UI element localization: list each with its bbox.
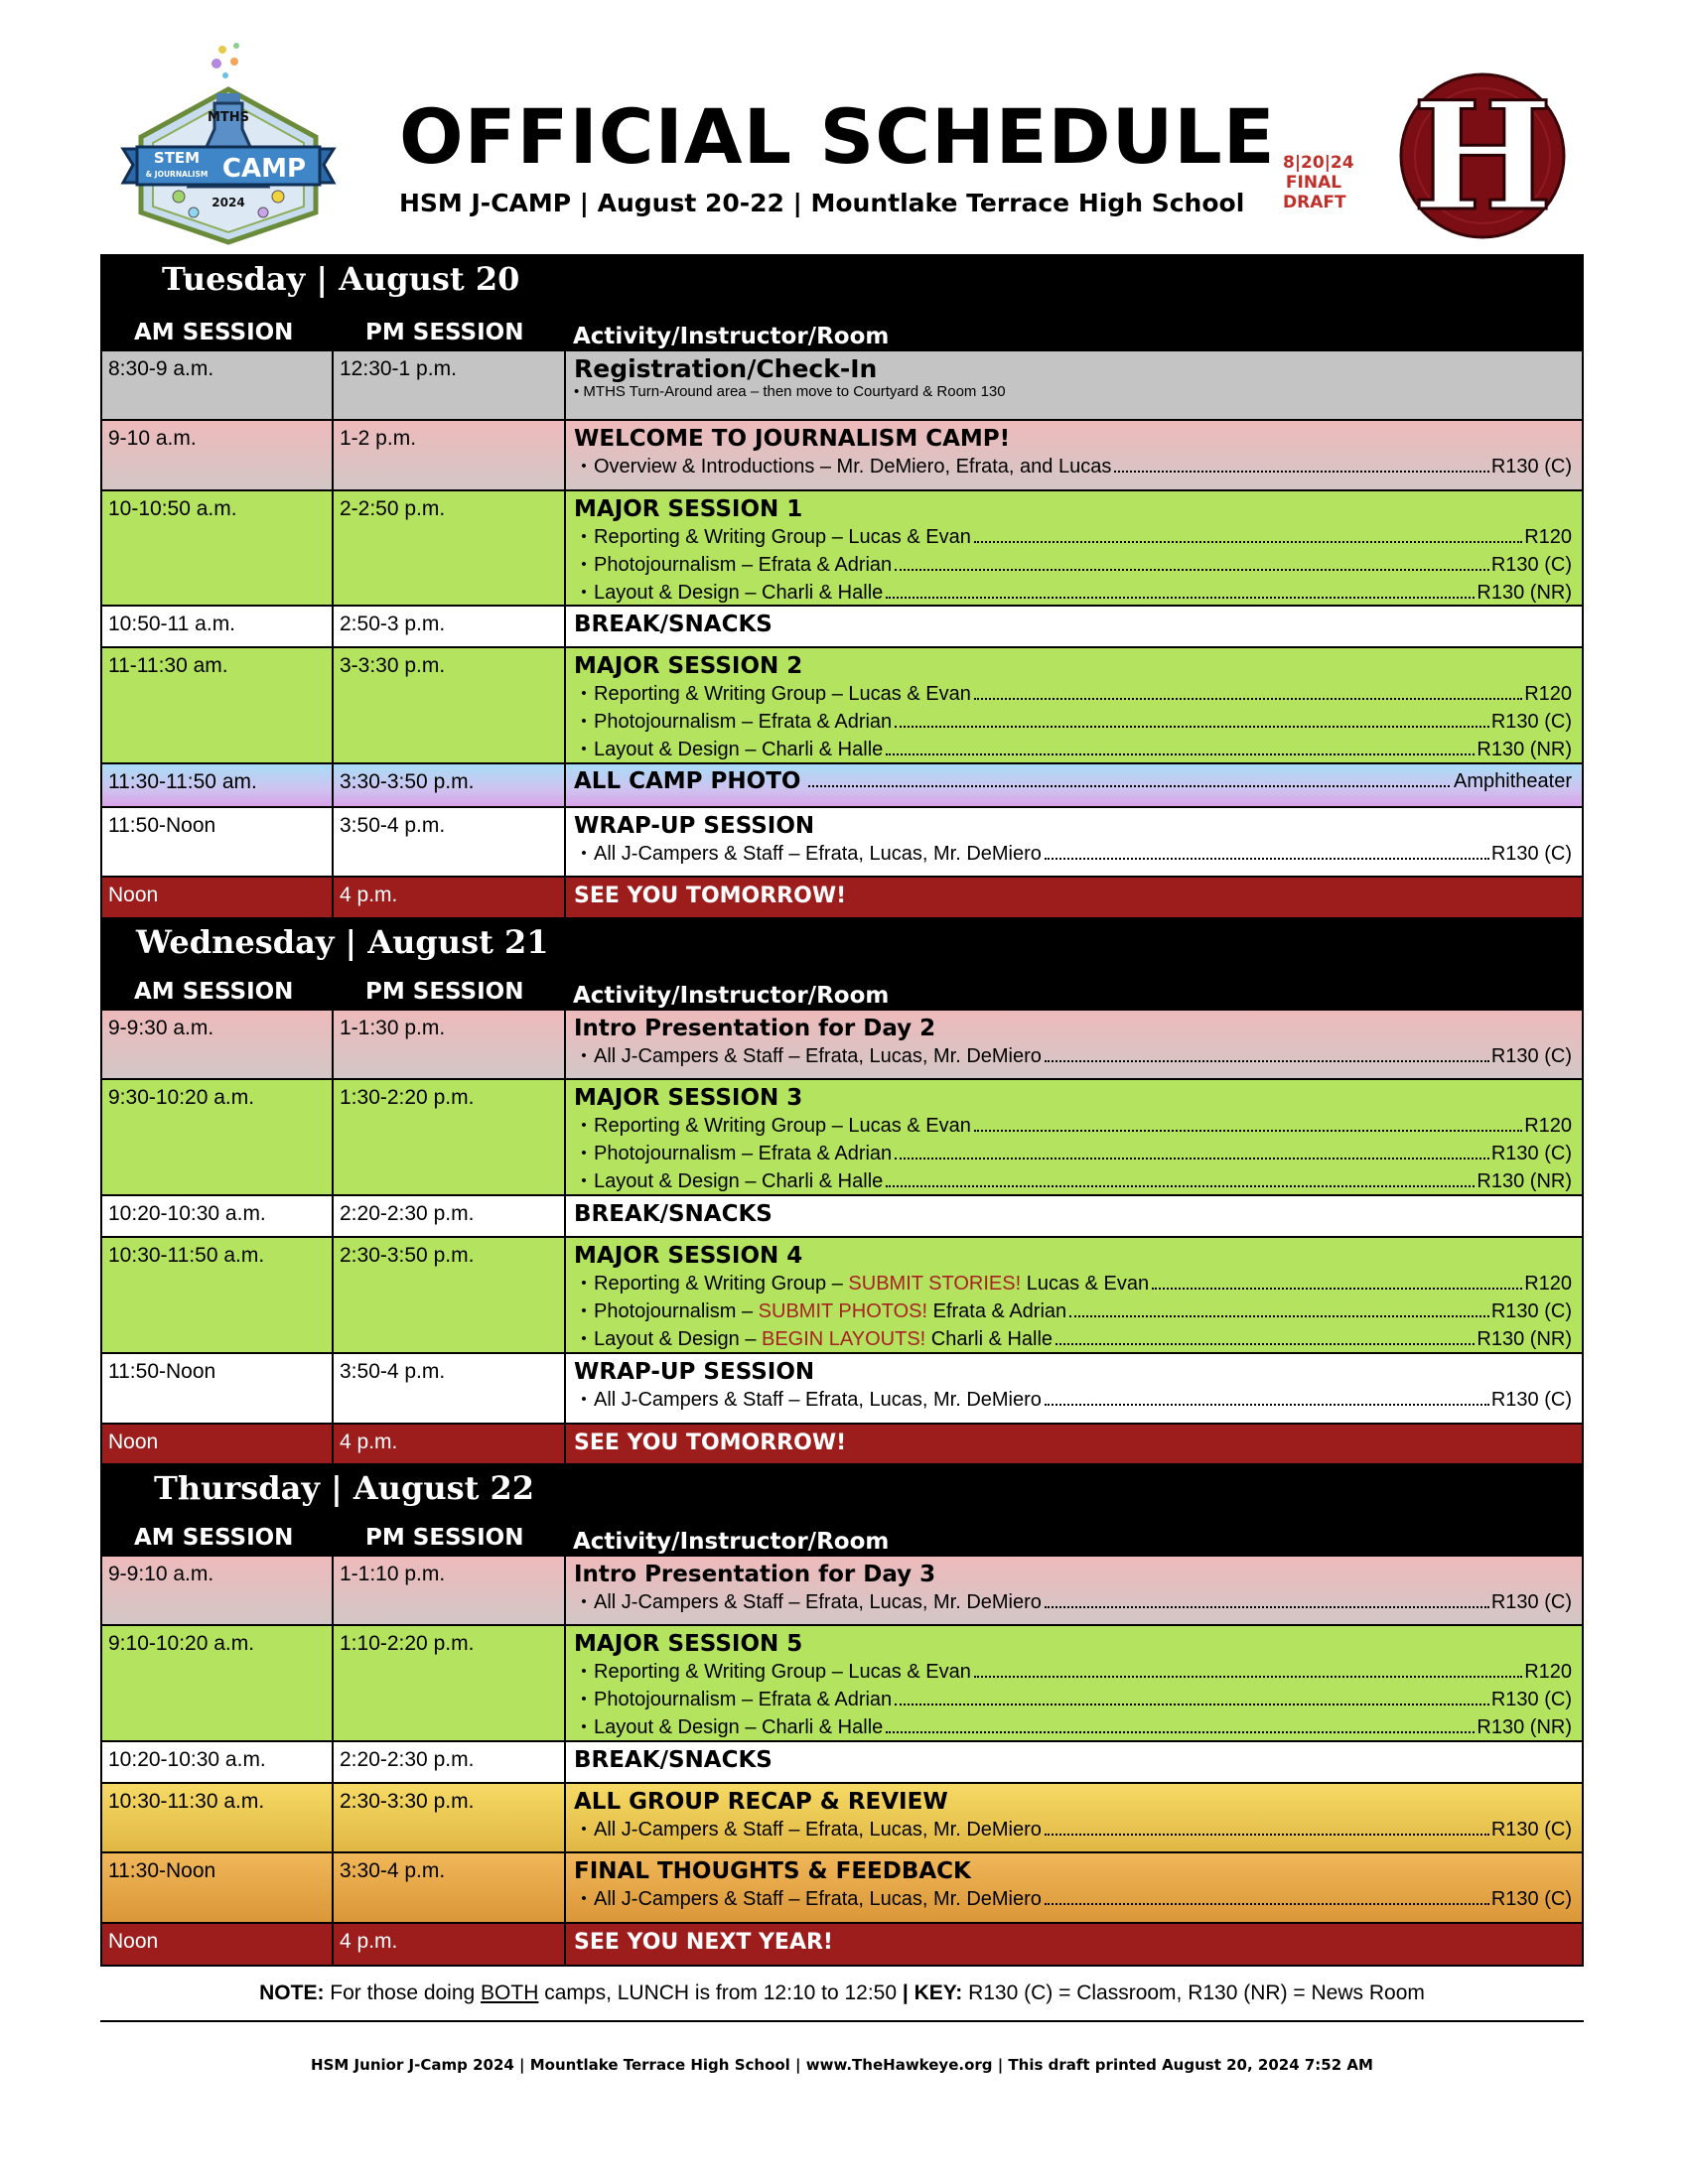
pm-time: 4 p.m. (334, 878, 566, 917)
pm-time: 4 p.m. (334, 1924, 566, 1965)
item-room: R120 (1524, 1661, 1572, 1683)
dot-leader (1045, 1588, 1489, 1608)
activity-item (574, 579, 1572, 607)
item-text: Layout & Design – Charli & Halle (594, 1170, 884, 1192)
bullet-icon: • (581, 458, 587, 475)
schedule-row (102, 806, 1582, 876)
activity-cell (566, 1557, 1582, 1624)
activity-header: Activity/Instructor/Room (573, 983, 890, 1009)
dot-leader (895, 1686, 1489, 1706)
activity-title: MAJOR SESSION 1 (574, 496, 803, 522)
item-text: All J-Campers & Staff – Efrata, Lucas, Mr. DeMiero (594, 843, 1042, 865)
stem-camp-logo (119, 38, 338, 246)
logo-stem-text: STEM (153, 149, 201, 167)
item-highlight: SUBMIT PHOTOS! (758, 1300, 928, 1322)
schedule-row (102, 1009, 1582, 1078)
bullet-icon: • (581, 741, 587, 757)
activity-item (574, 680, 1572, 708)
am-time: 10-10:50 a.m. (102, 491, 334, 605)
item-highlight: SUBMIT STORIES! (848, 1273, 1022, 1295)
schedule-row (102, 1555, 1582, 1624)
schedule-row (102, 1922, 1582, 1965)
key-text: R130 (C) = Classroom, R130 (NR) = News Room (962, 1981, 1425, 2004)
activity-cell (566, 1853, 1582, 1922)
activity-item (574, 1658, 1572, 1686)
bullet-icon: • (581, 1593, 587, 1610)
activity-cell (566, 1924, 1582, 1965)
activity-item (574, 1713, 1572, 1741)
activity-title-line (574, 768, 1572, 794)
activity-title: SEE YOU TOMORROW! (574, 1431, 847, 1455)
activity-cell (566, 421, 1582, 489)
dot-leader (1045, 1042, 1489, 1062)
key-label: KEY: (908, 1981, 963, 2004)
lunch-key-note (100, 1981, 1584, 2005)
item-text: All J-Campers & Staff – Efrata, Lucas, Mr. DeMiero (594, 1819, 1042, 1841)
schedule-row (102, 1352, 1582, 1423)
pm-time: 3:30-4 p.m. (334, 1853, 566, 1922)
item-text: Photojournalism – Efrata & Adrian (594, 1689, 893, 1710)
pm-time: 2:50-3 p.m. (334, 607, 566, 646)
activity-cell (566, 1080, 1582, 1194)
item-room: R120 (1524, 1273, 1572, 1295)
pm-time: 3:50-4 p.m. (334, 1354, 566, 1423)
activity-header: Activity/Instructor/Room (573, 1529, 890, 1555)
bullet-icon: • (581, 1718, 587, 1735)
activity-cell (566, 1196, 1582, 1236)
activity-item (574, 1167, 1572, 1195)
dot-leader (1152, 1270, 1522, 1290)
note-both: BOTH (481, 1981, 539, 2004)
dot-leader (974, 680, 1522, 700)
bullet-icon: • (581, 1302, 587, 1319)
activity-item (574, 1112, 1572, 1140)
dot-leader (808, 785, 1450, 787)
day-header (102, 1463, 1582, 1555)
item-text-pre: Layout & Design – (594, 1328, 762, 1350)
am-time: 9-9:30 a.m. (102, 1011, 334, 1078)
pm-time: 1-1:30 p.m. (334, 1011, 566, 1078)
bullet-icon: • (581, 685, 587, 702)
item-text-pre: Photojournalism – (594, 1300, 759, 1322)
pm-time: 12:30-1 p.m. (334, 351, 566, 419)
item-text: All J-Campers & Staff – Efrata, Lucas, Mr. DeMiero (594, 1591, 1042, 1613)
activity-cell (566, 607, 1582, 646)
activity-cell (566, 1626, 1582, 1740)
footer-text: HSM Junior J-Camp 2024 | Mountlake Terrace High School | www.TheHawkeye.org | This draft printed August 20, 2024 7:52 AM (311, 2056, 1373, 2074)
day-name: Tuesday | August 20 (162, 260, 520, 298)
item-room: R130 (C) (1490, 456, 1572, 478)
dot-leader (886, 1167, 1475, 1187)
bullet-icon: • (581, 713, 587, 730)
activity-cell (566, 351, 1582, 419)
activity-title: WELCOME TO JOURNALISM CAMP! (574, 426, 1011, 452)
item-room: R130 (C) (1490, 1389, 1572, 1411)
item-room: R130 (C) (1490, 1045, 1572, 1067)
am-session-header: AM SESSION (134, 320, 294, 345)
note-separator: | (902, 1981, 909, 2004)
item-room: R130 (C) (1490, 554, 1572, 576)
activity-title: MAJOR SESSION 5 (574, 1631, 803, 1657)
item-text: All J-Campers & Staff – Efrata, Lucas, Mr. DeMiero (594, 1045, 1042, 1067)
schedule-row (102, 1194, 1582, 1236)
activity-cell (566, 648, 1582, 762)
day-name: Wednesday | August 21 (136, 923, 549, 961)
item-room: R130 (NR) (1477, 1716, 1572, 1738)
am-time: 10:20-10:30 a.m. (102, 1742, 334, 1782)
activity-title: WRAP-UP SESSION (574, 1359, 815, 1385)
activity-title: Intro Presentation for Day 2 (574, 1016, 936, 1041)
am-time: 8:30-9 a.m. (102, 351, 334, 419)
schedule-row (102, 1236, 1582, 1352)
am-time: 10:20-10:30 a.m. (102, 1196, 334, 1236)
dot-leader (1069, 1297, 1489, 1317)
am-time: 11:50-Noon (102, 808, 334, 876)
item-room: R130 (C) (1490, 1143, 1572, 1164)
day-name: Thursday | August 22 (154, 1469, 535, 1507)
item-text-post: Charli & Halle (925, 1328, 1054, 1350)
item-room: R120 (1524, 1115, 1572, 1137)
am-session-header: AM SESSION (134, 1525, 294, 1551)
activity-item (574, 453, 1572, 480)
pm-time: 2:20-2:30 p.m. (334, 1196, 566, 1236)
item-text-pre: Reporting & Writing Group – (594, 1273, 849, 1295)
bullet-icon: • (581, 1821, 587, 1838)
logo-mths-text: MTHS (207, 110, 250, 125)
activity-cell (566, 878, 1582, 917)
activity-title: ALL GROUP RECAP & REVIEW (574, 1789, 948, 1815)
item-room: R130 (C) (1490, 843, 1572, 865)
pm-time: 1:10-2:20 p.m. (334, 1626, 566, 1740)
activity-header: Activity/Instructor/Room (573, 324, 890, 349)
dot-leader (974, 1658, 1522, 1678)
schedule-row (102, 1078, 1582, 1194)
dot-leader (895, 1140, 1489, 1160)
dot-leader (1045, 840, 1489, 860)
logo-h-letter: H (1412, 71, 1553, 240)
activity-cell (566, 1742, 1582, 1782)
activity-item (574, 840, 1572, 868)
am-time: 11:30-11:50 am. (102, 764, 334, 806)
activity-cell (566, 1011, 1582, 1078)
am-time: Noon (102, 1924, 334, 1965)
activity-title: Intro Presentation for Day 3 (574, 1562, 936, 1587)
activity-cell (566, 1425, 1582, 1463)
item-text: Photojournalism – Efrata & Adrian (594, 1143, 893, 1164)
pm-time: 2:20-2:30 p.m. (334, 1742, 566, 1782)
activity-title: SEE YOU TOMORROW! (574, 884, 847, 908)
schedule-row (102, 1624, 1582, 1740)
activity-cell (566, 1238, 1582, 1352)
bullet-icon: • (581, 1691, 587, 1707)
activity-cell (566, 491, 1582, 605)
item-text: Layout & Design – Charli & Halle (594, 739, 884, 760)
item-text: Overview & Introductions – Mr. DeMiero, Efrata, and Lucas (594, 456, 1112, 478)
schedule-row (102, 1740, 1582, 1782)
item-text: All J-Campers & Staff – Efrata, Lucas, Mr. DeMiero (594, 1888, 1042, 1910)
dot-leader (974, 523, 1522, 543)
am-time: 11:50-Noon (102, 1354, 334, 1423)
item-room: R130 (NR) (1477, 1170, 1572, 1192)
dot-leader (974, 1112, 1522, 1132)
item-text: Layout & Design – Charli & Halle (594, 1716, 884, 1738)
item-text: Reporting & Writing Group – Lucas & Evan (594, 1661, 971, 1683)
activity-item (574, 736, 1572, 763)
schedule-row (102, 419, 1582, 489)
bullet-icon: • (581, 1890, 587, 1907)
item-room: R130 (NR) (1477, 582, 1572, 604)
schedule-row (102, 876, 1582, 917)
footer-divider (100, 2020, 1584, 2022)
bullet-icon: • (581, 556, 587, 573)
am-time: 11-11:30 am. (102, 648, 334, 762)
activity-title: MAJOR SESSION 4 (574, 1243, 803, 1269)
dot-leader (886, 736, 1475, 755)
am-time: 10:50-11 a.m. (102, 607, 334, 646)
bullet-icon: • (581, 528, 587, 545)
pm-time: 3-3:30 p.m. (334, 648, 566, 762)
dot-leader (1055, 1325, 1475, 1345)
logo-journalism-text: & JOURNALISM (145, 170, 209, 179)
dot-leader (895, 551, 1489, 571)
item-text: Reporting & Writing Group – Lucas & Evan (594, 1115, 971, 1137)
logo-camp-text: CAMP (221, 154, 307, 184)
schedule-row (102, 605, 1582, 646)
bullet-icon: • (581, 1391, 587, 1408)
item-room: R130 (C) (1490, 1591, 1572, 1613)
bullet-icon: • (581, 1047, 587, 1064)
item-room: R120 (1524, 526, 1572, 548)
schedule-row (102, 646, 1582, 762)
activity-item (574, 1297, 1572, 1325)
am-time: 9-10 a.m. (102, 421, 334, 489)
dot-leader (1045, 1386, 1489, 1406)
am-time: 10:30-11:30 a.m. (102, 1784, 334, 1851)
item-room: R130 (C) (1490, 1888, 1572, 1910)
activity-item (574, 523, 1572, 551)
activity-title: BREAK/SNACKS (574, 1747, 773, 1773)
activity-title: ALL CAMP PHOTO (574, 768, 801, 794)
pm-time: 1-1:10 p.m. (334, 1557, 566, 1624)
page-subtitle: HSM J-CAMP | August 20-22 | Mountlake Terrace High School (399, 189, 1245, 217)
note-text-1: For those doing (324, 1981, 482, 2004)
dot-leader (886, 579, 1475, 599)
pm-time: 2:30-3:30 p.m. (334, 1784, 566, 1851)
pm-session-header: PM SESSION (365, 1525, 524, 1551)
item-text: All J-Campers & Staff – Efrata, Lucas, Mr. DeMiero (594, 1389, 1042, 1411)
activity-title: WRAP-UP SESSION (574, 813, 815, 839)
dot-leader (895, 708, 1489, 728)
am-time: 9-9:10 a.m. (102, 1557, 334, 1624)
activity-title: MAJOR SESSION 3 (574, 1085, 803, 1111)
item-room: R130 (NR) (1477, 1328, 1572, 1350)
pm-session-header: PM SESSION (365, 320, 524, 345)
activity-item (574, 1588, 1572, 1616)
activity-cell (566, 1354, 1582, 1423)
activity-item (574, 1885, 1572, 1913)
page-title: OFFICIAL SCHEDULE (399, 92, 1276, 181)
bullet-icon: • (581, 1275, 587, 1292)
schedule-row (102, 1423, 1582, 1463)
activity-title: FINAL THOUGHTS & FEEDBACK (574, 1858, 971, 1884)
item-text-post: Efrata & Adrian (927, 1300, 1067, 1322)
bullet-icon: • (581, 584, 587, 601)
pm-time: 4 p.m. (334, 1425, 566, 1463)
am-time: 9:30-10:20 a.m. (102, 1080, 334, 1194)
pm-time: 3:30-3:50 p.m. (334, 764, 566, 806)
item-text-post: Lucas & Evan (1021, 1273, 1150, 1295)
activity-title: MAJOR SESSION 2 (574, 653, 803, 679)
item-text: Reporting & Writing Group – Lucas & Evan (594, 683, 971, 705)
activity-item (574, 1042, 1572, 1070)
day-header (102, 917, 1582, 1009)
item-text (594, 1325, 1053, 1353)
logo-year-text: 2024 (211, 196, 245, 209)
activity-item (574, 1325, 1572, 1353)
item-text: Layout & Design – Charli & Halle (594, 582, 884, 604)
activity-room: Amphitheater (1454, 769, 1572, 792)
pm-time: 1:30-2:20 p.m. (334, 1080, 566, 1194)
activity-item (574, 708, 1572, 736)
pm-time: 3:50-4 p.m. (334, 808, 566, 876)
dot-leader (1114, 453, 1489, 473)
note-text-2: camps, LUNCH is from 12:10 to 12:50 (538, 1981, 903, 2004)
item-text (594, 1270, 1149, 1297)
am-time: 10:30-11:50 a.m. (102, 1238, 334, 1352)
activity-item (574, 551, 1572, 579)
draft-stamp (1283, 153, 1354, 212)
bullet-icon: • (581, 845, 587, 862)
schedule-row (102, 349, 1582, 419)
pm-session-header: PM SESSION (365, 979, 524, 1005)
activity-item (574, 1686, 1572, 1713)
item-room: R130 (NR) (1477, 739, 1572, 760)
pm-time: 2:30-3:50 p.m. (334, 1238, 566, 1352)
item-text (594, 1297, 1066, 1325)
draft-final: FINAL (1285, 173, 1342, 193)
activity-item (574, 1140, 1572, 1167)
item-text: Photojournalism – Efrata & Adrian (594, 554, 893, 576)
item-room: R130 (C) (1490, 1300, 1572, 1322)
dot-leader (1045, 1885, 1489, 1905)
note-label: NOTE: (259, 1981, 325, 2004)
activity-note: • MTHS Turn-Around area – then move to Courtyard & Room 130 (574, 383, 1006, 400)
day-header (102, 256, 1582, 349)
bullet-icon: • (581, 1145, 587, 1161)
bullet-icon: • (581, 1663, 587, 1680)
am-time: Noon (102, 1425, 334, 1463)
hawkeye-h-logo (1388, 71, 1577, 240)
item-room: R130 (C) (1490, 1689, 1572, 1710)
pm-time: 1-2 p.m. (334, 421, 566, 489)
schedule-table (100, 254, 1584, 1967)
bullet-icon: • (581, 1117, 587, 1134)
schedule-row (102, 762, 1582, 806)
dot-leader (886, 1713, 1475, 1733)
activity-cell (566, 1784, 1582, 1851)
item-text: Photojournalism – Efrata & Adrian (594, 711, 893, 733)
item-room: R130 (C) (1490, 1819, 1572, 1841)
activity-cell (566, 808, 1582, 876)
draft-date: 8|20|24 (1283, 153, 1354, 173)
schedule-row (102, 489, 1582, 605)
schedule-row (102, 1782, 1582, 1851)
activity-cell (566, 764, 1582, 806)
draft-label: DRAFT (1283, 193, 1346, 212)
bullet-icon: • (581, 1172, 587, 1189)
item-text: Reporting & Writing Group – Lucas & Evan (594, 526, 971, 548)
activity-title: Registration/Check-In (574, 354, 878, 383)
am-time: 11:30-Noon (102, 1853, 334, 1922)
activity-title: BREAK/SNACKS (574, 1201, 773, 1227)
am-time: Noon (102, 878, 334, 917)
activity-title: BREAK/SNACKS (574, 612, 773, 637)
dot-leader (1045, 1816, 1489, 1836)
activity-item (574, 1270, 1572, 1297)
pm-time: 2-2:50 p.m. (334, 491, 566, 605)
item-room: R130 (C) (1490, 711, 1572, 733)
am-time: 9:10-10:20 a.m. (102, 1626, 334, 1740)
activity-item (574, 1386, 1572, 1414)
bullet-icon: • (581, 1330, 587, 1347)
item-highlight: BEGIN LAYOUTS! (762, 1328, 926, 1350)
item-room: R120 (1524, 683, 1572, 705)
activity-item (574, 1816, 1572, 1843)
schedule-row (102, 1851, 1582, 1922)
activity-title: SEE YOU NEXT YEAR! (574, 1930, 833, 1955)
am-session-header: AM SESSION (134, 979, 294, 1005)
